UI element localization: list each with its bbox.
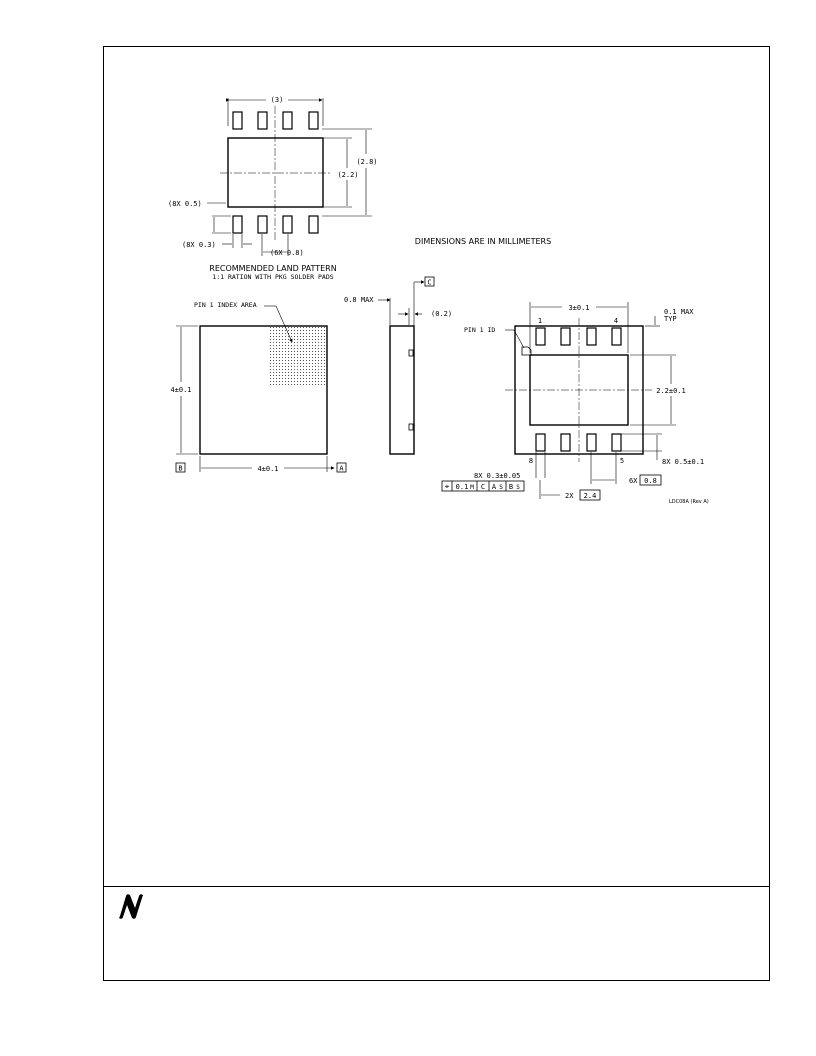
land-pad bbox=[309, 112, 318, 129]
bottom-pin bbox=[561, 434, 570, 451]
land-pad bbox=[233, 112, 242, 129]
drawing-reference: LDC08A (Rev A) bbox=[669, 499, 709, 505]
land-pad bbox=[258, 112, 267, 129]
pin1-id-label: PIN 1 ID bbox=[464, 326, 496, 334]
top-dim-height: 4±0.1 bbox=[170, 386, 192, 394]
bottom-dim-pad-height: 2.2±0.1 bbox=[656, 387, 686, 395]
bottom-dim-pad-width: 8X 0.3±0.05 bbox=[474, 472, 521, 480]
fcf-datum-a: A bbox=[491, 483, 497, 491]
land-dim-pad-length: (8X 0.5) bbox=[168, 200, 202, 208]
bottom-pin bbox=[587, 328, 596, 345]
land-pad bbox=[283, 216, 292, 233]
bottom-dim-width: 3±0.1 bbox=[568, 304, 590, 312]
fcf-datum-c: C bbox=[480, 483, 486, 491]
pin-number-4: 4 bbox=[613, 317, 619, 325]
bottom-dim-typ: TYP bbox=[664, 315, 677, 323]
bottom-pin bbox=[536, 328, 545, 345]
bottom-pin bbox=[561, 328, 570, 345]
land-dim-width: (3) bbox=[270, 96, 284, 104]
side-lead bbox=[409, 424, 413, 430]
pin1-id-mark bbox=[522, 347, 531, 355]
span-value: 2.4 bbox=[583, 492, 597, 500]
land-caption-2: 1:1 RATION WITH PKG SOLDER PADS bbox=[212, 273, 334, 281]
package-side bbox=[390, 326, 414, 454]
land-dim-pad-area: (2.2) bbox=[337, 171, 359, 179]
land-dim-height: (2.8) bbox=[356, 158, 378, 166]
side-dim-max: 0.8 MAX bbox=[344, 296, 374, 304]
top-view bbox=[176, 306, 346, 472]
datum-b: B bbox=[178, 464, 183, 473]
pitch-value: 0.8 bbox=[644, 477, 657, 485]
datum-c: C bbox=[427, 278, 432, 287]
side-dim-standoff: (0.2) bbox=[431, 310, 453, 318]
side-lead bbox=[409, 350, 413, 356]
land-pad bbox=[233, 216, 242, 233]
pin-number-5: 5 bbox=[619, 457, 625, 465]
pitch-prefix: 6X bbox=[629, 477, 638, 485]
dimensions-note: DIMENSIONS ARE IN MILLIMETERS bbox=[414, 237, 552, 246]
bottom-dim-max: 0.1 MAX bbox=[664, 308, 694, 316]
land-pad bbox=[258, 216, 267, 233]
fcf-modifier-m: M bbox=[470, 484, 474, 491]
bottom-pin bbox=[612, 328, 621, 345]
land-pad bbox=[309, 216, 318, 233]
fcf-modifier-s2: S bbox=[516, 484, 520, 491]
pin1-index-area bbox=[268, 326, 327, 385]
national-semiconductor-logo bbox=[119, 894, 143, 919]
pin-number-8: 8 bbox=[528, 457, 534, 465]
side-view bbox=[378, 277, 434, 454]
bottom-pin bbox=[536, 434, 545, 451]
land-caption-1: RECOMMENDED LAND PATTERN bbox=[209, 264, 337, 273]
land-pad bbox=[283, 112, 292, 129]
position-symbol: ⌖ bbox=[444, 482, 450, 491]
fcf-datum-b: B bbox=[508, 483, 514, 491]
span-prefix: 2X bbox=[565, 492, 574, 500]
bottom-pin bbox=[587, 434, 596, 451]
top-dim-width: 4±0.1 bbox=[257, 465, 279, 473]
bottom-pin bbox=[612, 434, 621, 451]
datum-a: A bbox=[339, 464, 344, 473]
fcf-modifier-s1: S bbox=[499, 484, 503, 491]
fcf-tolerance: 0.1 bbox=[455, 483, 469, 491]
land-dim-pitch: (6X 0.8) bbox=[270, 249, 304, 257]
pin-number-1: 1 bbox=[537, 317, 543, 325]
bottom-dim-pad-length: 8X 0.5±0.1 bbox=[662, 458, 705, 466]
land-center-pad bbox=[228, 138, 323, 207]
pin1-index-label: PIN 1 INDEX AREA bbox=[194, 301, 257, 309]
land-dim-pad-width: (8X 0.3) bbox=[182, 241, 216, 249]
